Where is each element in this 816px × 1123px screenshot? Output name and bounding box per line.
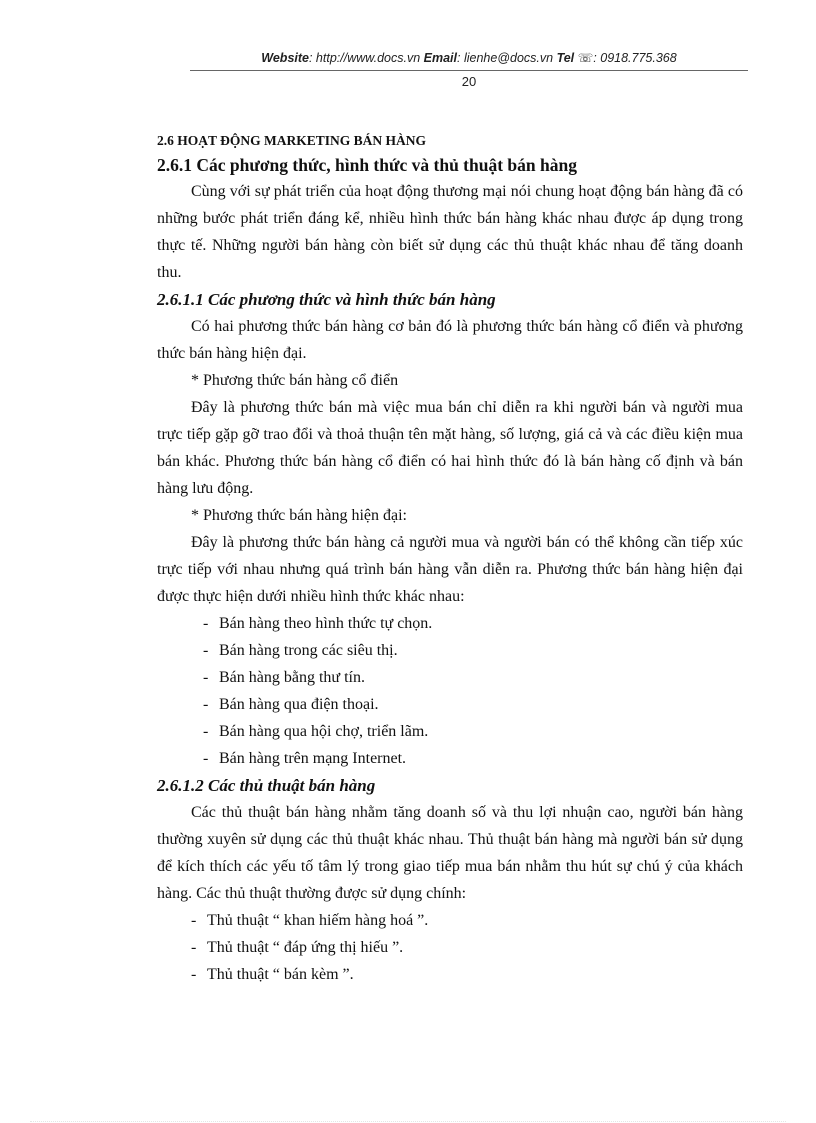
list-item: - Bán hàng trong các siêu thị.	[203, 642, 398, 659]
email-label: Email	[423, 51, 457, 65]
list-item: - Bán hàng qua điện thoại.	[203, 696, 379, 713]
bullet-heading: * Phương thức bán hàng cổ điển	[191, 372, 399, 389]
list-item: - Bán hàng bằng thư tín.	[203, 669, 365, 686]
email-address[interactable]: : lienhe@docs.vn	[457, 51, 554, 65]
tel-number: : 0918.775.368	[593, 51, 677, 65]
paragraph: Có hai phương thức bán hàng cơ bản đó là phương thức bán hàng cổ điển và phương thức bán hàng hiện đại.	[157, 318, 743, 362]
page-header	[190, 50, 748, 65]
page-number: 20	[461, 74, 477, 89]
tel-label: Tel	[556, 51, 575, 65]
paragraph: Các thủ thuật bán hàng nhằm tăng doanh số và thu lợi nhuận cao, người bán hàng thường xuyên sử dụng các thủ thuật khác nhau. Thủ thuật bán hàng mà người bán sử dụng để kích thích các yếu tố tâm lý trong giao tiếp mua bán nhằm thu hút sự chú ý của khách hàng. Các thủ thuật thường được sử dụng chính:	[157, 804, 743, 902]
list-item: - Bán hàng trên mạng Internet.	[203, 750, 407, 767]
intro-paragraph: Cùng với sự phát triển của hoạt động thương mại nói chung hoạt động bán hàng đã có những bước phát triển đáng kể, nhiều hình thức bán hàng khác nhau được áp dụng trong thực tế. Những người bán hàng còn biết sử dụng các thủ thuật khác nhau để tăng doanh thu.	[157, 183, 743, 281]
list-item: - Bán hàng qua hội chợ, triển lãm.	[203, 723, 429, 740]
document-body	[157, 130, 743, 988]
website-label: Website	[261, 51, 309, 65]
methods-list	[157, 610, 743, 772]
subsubsection-heading-2: 2.6.1.2 Các thủ thuật bán hàng	[157, 776, 376, 795]
section-heading: 2.6 HOẠT ĐỘNG MARKETING BÁN HÀNG	[157, 133, 427, 148]
header-rule	[190, 70, 748, 71]
list-item: - Thủ thuật “ đáp ứng thị hiếu ”.	[191, 939, 404, 956]
bullet-heading: * Phương thức bán hàng hiện đại:	[191, 507, 407, 524]
paragraph: Đây là phương thức bán mà việc mua bán chỉ diễn ra khi người bán và người mua trực tiếp gặp gỡ trao đổi và thoả thuận tên mặt hàng, số lượng, giá cả và các điều kiện mua bán khác. Phương thức bán hàng cổ điển có hai hình thức đó là bán hàng cố định và bán hàng lưu động.	[157, 399, 743, 497]
paragraph: Đây là phương thức bán hàng cả người mua và người bán có thể không cần tiếp xúc trực tiếp với nhau nhưng quá trình bán hàng vẫn diễn ra. Phương thức bán hàng hiện đại được thực hiện dưới nhiều hình thức khác nhau:	[157, 534, 743, 605]
tricks-list	[157, 907, 743, 988]
subsection-heading: 2.6.1 Các phương thức, hình thức và thủ thuật bán hàng	[157, 155, 577, 175]
subsubsection-heading-1: 2.6.1.1 Các phương thức và hình thức bán hàng	[157, 290, 496, 309]
phone-icon: ☏	[577, 51, 594, 65]
website-url[interactable]: : http://www.docs.vn	[308, 51, 421, 65]
list-item: - Thủ thuật “ bán kèm ”.	[191, 966, 354, 983]
list-item: - Bán hàng theo hình thức tự chọn.	[203, 615, 433, 632]
list-item: - Thủ thuật “ khan hiếm hàng hoá ”.	[191, 912, 429, 929]
